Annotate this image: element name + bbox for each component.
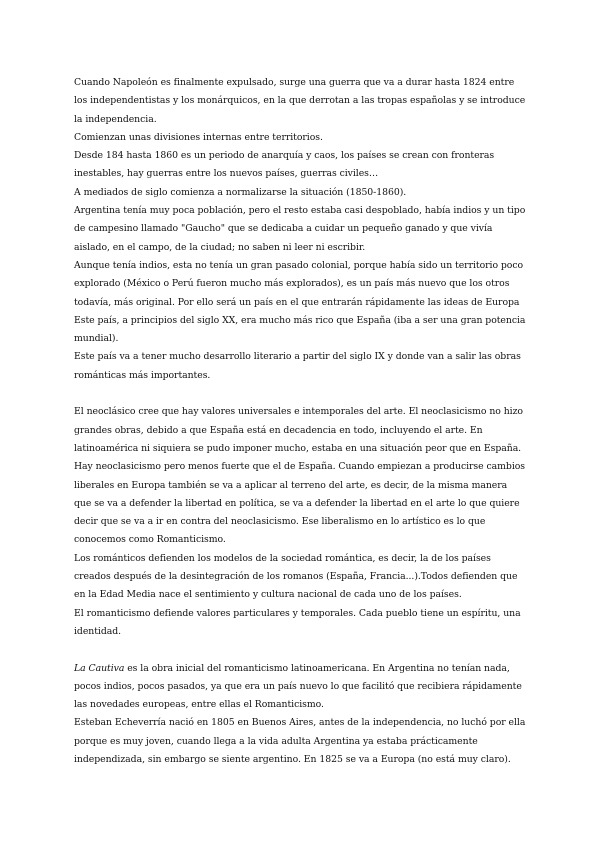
paragraph-mediados-siglo: A mediados de siglo comienza a normalizarse la situación (1850-1860). (74, 186, 407, 198)
book-title: La Cautiva (74, 662, 125, 674)
paragraph-desarrollo-literario: Este país va a tener mucho desarrollo literario a partir del siglo IX y donde van a salir las obras románticas más importantes. (74, 351, 521, 381)
paragraph-divisiones: Comienzan unas divisiones internas entre territorios. (74, 131, 323, 143)
paragraph-echeverria: Esteban Echeverría nació en 1805 en Buenos Aires, antes de la independencia, no luchó por ella porque es muy joven, cuando llega a la vida adulta Argentina ya estaba prácticamente independizada, sin embargo se siente argentino. En 1825 se va a Europa (no está muy claro). (74, 717, 526, 765)
paragraph-romanticos: Los románticos defienden los modelos de la sociedad romántica, es decir, la de los países creados después de la desintegración de los romanos (España, Francia...).Todos defienden que en la Edad Media nace el sentimiento y cultura nacional de cada uno de los países. (74, 552, 518, 601)
paragraph-la-cautiva-text: es la obra inicial del romanticismo latinoamericana. En Argentina no tenían nada, pocos indios, pocos pasados, ya que era un país nuevo lo que facilitó que recibiera rápidamente las novedades europeas, entre ellas el Romanticismo. (74, 662, 522, 711)
paragraph-romanticismo-valores: El romanticismo defiende valores particulares y temporales. Cada pueblo tiene un espíritu, una identidad. (74, 607, 521, 637)
paragraph-la-cautiva (74, 660, 526, 715)
paragraph-indios-colonial: Aunque tenía indios, esta no tenía un gran pasado colonial, porque había sido un territorio poco explorado (México o Perú fueron mucho más explorados), es un país más nuevo que los otros todavía, más original. Por ello será un país en el que entrarán rápidamente las ideas de Europa Este país, a principios del siglo XX, era mucho más rico que España (iba a ser una gran potencia mundial). (74, 259, 526, 345)
paragraph-napoleon: Cuando Napoleón es finalmente expulsado, surge una guerra que va a durar hasta 1824 entre los independentistas y los monárquicos, en la que derrotan a las tropas españolas y se introduce la independencia. (74, 77, 526, 125)
paragraph-gap (74, 385, 526, 403)
paragraph-neoclasico: El neoclásico cree que hay valores universales e intemporales del arte. El neoclasicismo no hizo grandes obras, debido a que España está en decadencia en todo, incluyendo el arte. En latinoamérica ni siquiera se pudo imponer mucho, estaba en una situación peor que en España. Hay neoclasicismo pero menos fuerte que el de España. Cuando empiezan a producirse cambios liberales en Europa también se va a aplicar al terreno del arte, es decir, de la misma manera que se va a defender la libertad en política, se va a defender la libertad en el arte lo que quiere decir que se va a ir en contra del neoclasicismo. Ese liberalismo en lo artístico es lo que conocemos como Romanticismo. (74, 406, 526, 546)
paragraph-argentina-poblacion: Argentina tenía muy poca población, pero el resto estaba casi despoblado, había indios y un tipo de campesino llamado "Gaucho" que se dedicaba a cuidar un pequeño ganado y que vivía aislado, en el campo, de la ciudad; no saben ni leer ni escribir. (74, 205, 526, 253)
paragraph-anarquia: Desde 184 hasta 1860 es un periodo de anarquía y caos, los países se crean con fronteras inestables, hay guerras entre los nuevos países, guerras civiles… (74, 150, 495, 180)
document-page (74, 74, 526, 769)
paragraph-gap (74, 641, 526, 659)
